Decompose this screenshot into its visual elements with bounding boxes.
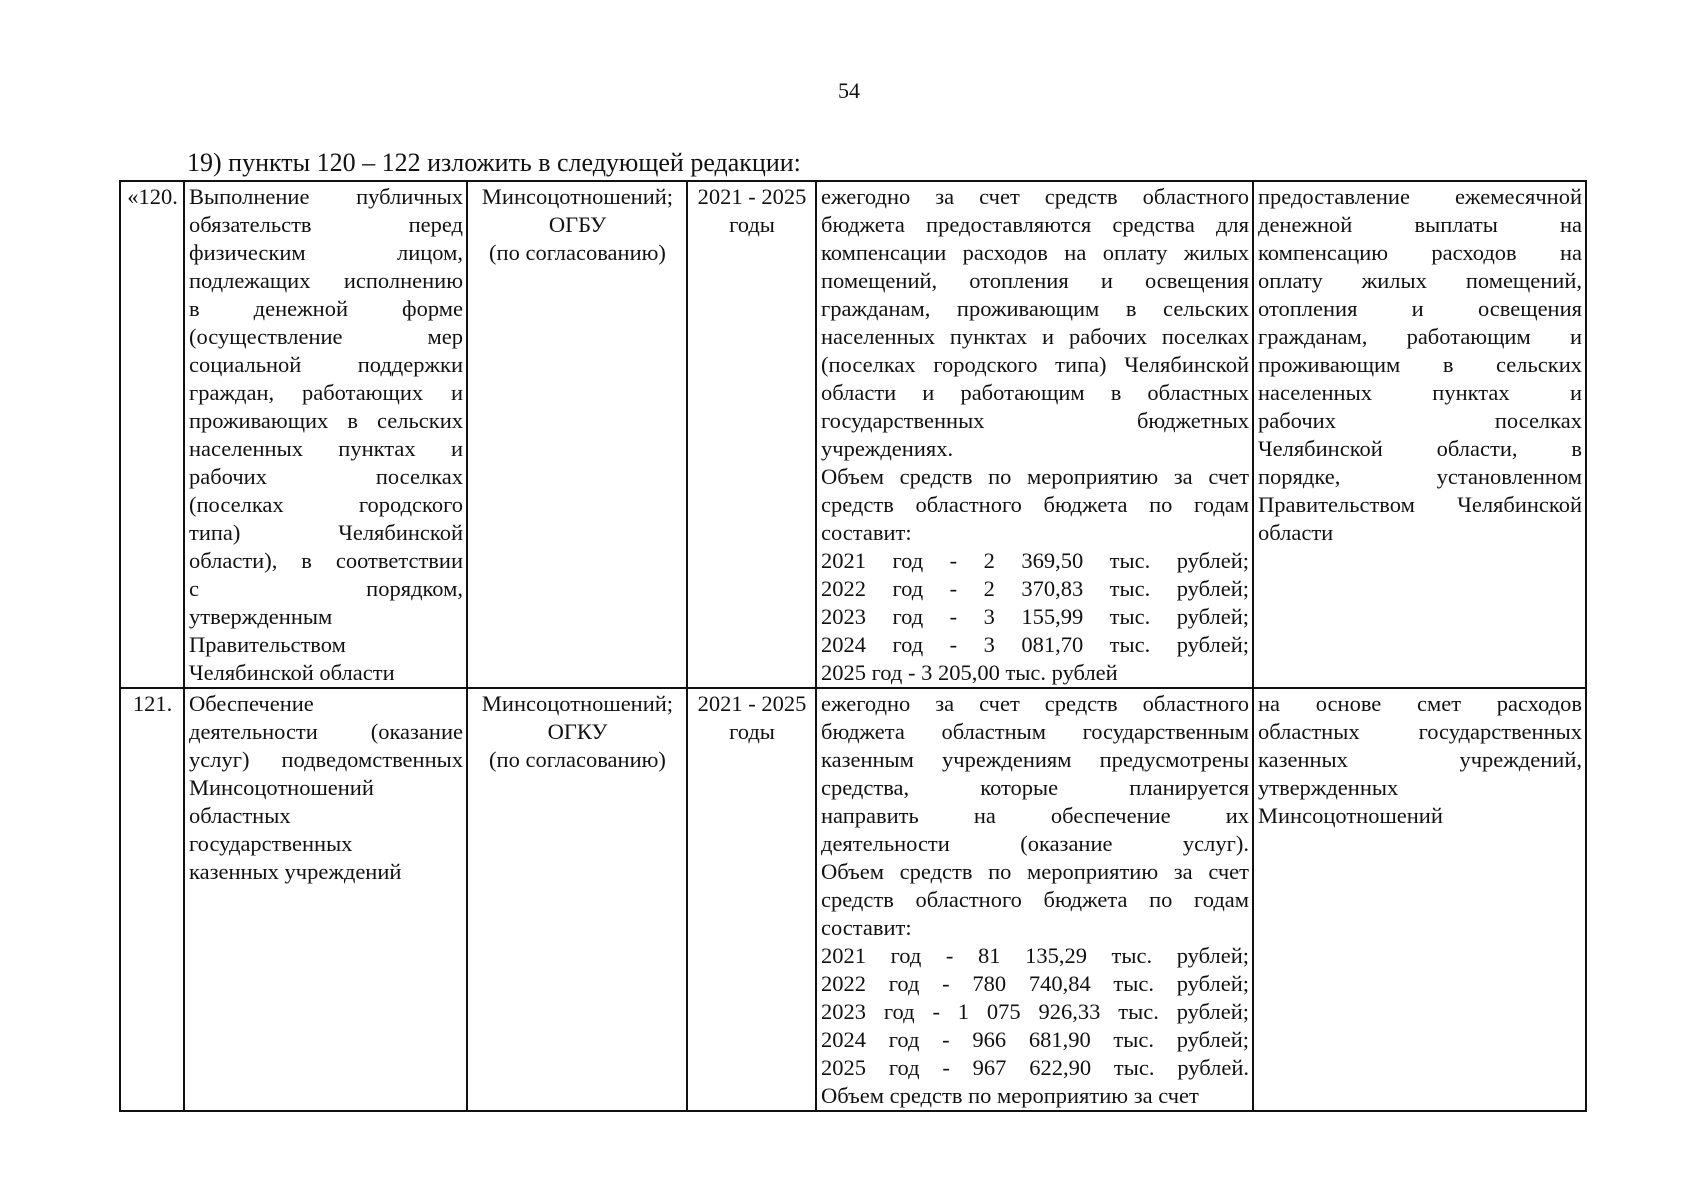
text-line: составит: [821, 520, 912, 545]
text-line: области [1258, 520, 1334, 545]
executors [467, 181, 687, 688]
text-line: 2023 год - 1 075 926,33 тыс. рублей; [821, 999, 1249, 1024]
text-line: Минсоцотношений; [481, 184, 674, 209]
text-line: 2023 год - 3 155,99 тыс. рублей; [821, 604, 1249, 629]
text-line: порядке, установленном [1258, 464, 1582, 489]
text-line: казенных учреждений [189, 859, 402, 884]
text-line: 2025 год - 967 622,90 тыс. рублей. [821, 1055, 1249, 1080]
text-line: ежегодно за счет средств областного [821, 184, 1249, 209]
text-line: подлежащих исполнению [189, 268, 463, 293]
text-line: социальной поддержки [189, 352, 463, 377]
text-line: 2021 год - 81 135,29 тыс. рублей; [821, 943, 1249, 968]
text-line: с порядком, [189, 576, 463, 601]
text-line: Правительством [189, 632, 346, 657]
funding-description [816, 181, 1253, 688]
text-line: услуг) подведомственных [189, 747, 463, 772]
text-line: оплату жилых помещений, [1258, 268, 1582, 293]
text-line: предоставление ежемесячной [1258, 184, 1582, 209]
intro-text: 19) пункты 120 – 122 изложить в следующей редакции: [187, 148, 801, 177]
table-row [120, 181, 1586, 688]
text-line: населенных пунктах и [1258, 380, 1582, 405]
text-line: Минсоцотношений [189, 775, 374, 800]
text-line: учреждениях. [821, 436, 954, 461]
measures-table [119, 180, 1587, 1112]
item-number: «120. [120, 181, 184, 688]
text-line: помещений, отопления и освещения [821, 268, 1249, 293]
period [687, 688, 816, 1111]
text-line: (по согласованию) [489, 747, 666, 772]
text-line: бюджета предоставляются средства для [821, 212, 1249, 237]
text-line: Объем средств по мероприятию за счет [821, 859, 1249, 884]
implementation-basis [1253, 688, 1586, 1111]
text-line: Минсоцотношений [1258, 803, 1443, 828]
text-line: казенным учреждениям предусмотрены [821, 747, 1249, 772]
text-line: физическим лицом, [189, 240, 463, 265]
text-line: области), в соответствии [189, 548, 463, 573]
text-line: утвержденных [1258, 775, 1399, 800]
text-line: ОГБУ [548, 212, 607, 237]
text-line: граждан, работающих и [189, 380, 463, 405]
text-line: (поселках городского типа) Челябинской [821, 352, 1249, 377]
text-line: проживающим в сельских [1258, 352, 1582, 377]
text-line: Минсоцотношений; [481, 691, 674, 716]
text-line: областных [189, 803, 291, 828]
period [687, 181, 816, 688]
measure-title [184, 181, 467, 688]
text-line: населенных пунктах и [189, 436, 463, 461]
text-line: бюджета областным государственным [821, 719, 1249, 744]
text-line: деятельности (оказание услуг). [821, 831, 1249, 856]
text-line: 2024 год - 3 081,70 тыс. рублей; [821, 632, 1249, 657]
text-line: обязательств перед [189, 212, 463, 237]
text-line: 2025 год - 3 205,00 тыс. рублей [821, 660, 1118, 685]
text-line: денежной выплаты на [1258, 212, 1582, 237]
text-line: 2021 - 2025 [697, 691, 807, 716]
text-line: Выполнение публичных [189, 184, 463, 209]
text-line: Челябинской области [189, 660, 395, 685]
text-line: 2021 год - 2 369,50 тыс. рублей; [821, 548, 1249, 573]
text-line: Челябинской области, в [1258, 436, 1582, 461]
text-line: в денежной форме [189, 296, 463, 321]
text-line: 2022 год - 2 370,83 тыс. рублей; [821, 576, 1249, 601]
page-number: 54 [838, 78, 860, 103]
text-line: годы [729, 719, 775, 744]
table-row [120, 688, 1586, 1111]
text-line: годы [729, 212, 775, 237]
text-line: Объем средств по мероприятию за счет [821, 1083, 1199, 1108]
text-line: средств областного бюджета по годам [821, 887, 1249, 912]
text-line: компенсацию расходов на [1258, 240, 1582, 265]
text-line: направить на обеспечение их [821, 803, 1249, 828]
text-line: казенных учреждений, [1258, 747, 1582, 772]
text-line: проживающих в сельских [189, 408, 463, 433]
text-line: отопления и освещения [1258, 296, 1582, 321]
text-line: компенсации расходов на оплату жилых [821, 240, 1249, 265]
text-line: государственных бюджетных [821, 408, 1249, 433]
text-line: (по согласованию) [489, 240, 666, 265]
funding-description [816, 688, 1253, 1111]
text-line: области и работающим в областных [821, 380, 1249, 405]
text-line: утвержденным [189, 604, 333, 629]
text-line: (поселках городского [189, 492, 463, 517]
text-line: на основе смет расходов [1258, 691, 1582, 716]
text-line: деятельности (оказание [189, 719, 463, 744]
text-line: рабочих поселках [189, 464, 463, 489]
text-line: 2021 - 2025 [697, 184, 807, 209]
text-line: государственных [189, 831, 353, 856]
text-line: (осуществление мер [189, 324, 463, 349]
text-line: рабочих поселках [1258, 408, 1582, 433]
text-line: ОГКУ [547, 719, 608, 744]
text-line: ежегодно за счет средств областного [821, 691, 1249, 716]
text-line: областных государственных [1258, 719, 1582, 744]
text-line: 2022 год - 780 740,84 тыс. рублей; [821, 971, 1249, 996]
text-line: гражданам, работающим и [1258, 324, 1582, 349]
measure-title [184, 688, 467, 1111]
item-number: 121. [120, 688, 184, 1111]
text-line: средства, которые планируется [821, 775, 1249, 800]
text-line: составит: [821, 915, 912, 940]
text-line: населенных пунктах и рабочих поселках [821, 324, 1249, 349]
text-line: средств областного бюджета по годам [821, 492, 1249, 517]
text-line: гражданам, проживающим в сельских [821, 296, 1249, 321]
executors [467, 688, 687, 1111]
text-line: 2024 год - 966 681,90 тыс. рублей; [821, 1027, 1249, 1052]
implementation-basis [1253, 181, 1586, 688]
text-line: Обеспечение [189, 691, 314, 716]
text-line: Объем средств по мероприятию за счет [821, 464, 1249, 489]
text-line: типа) Челябинской [189, 520, 463, 545]
text-line: Правительством Челябинской [1258, 492, 1582, 517]
